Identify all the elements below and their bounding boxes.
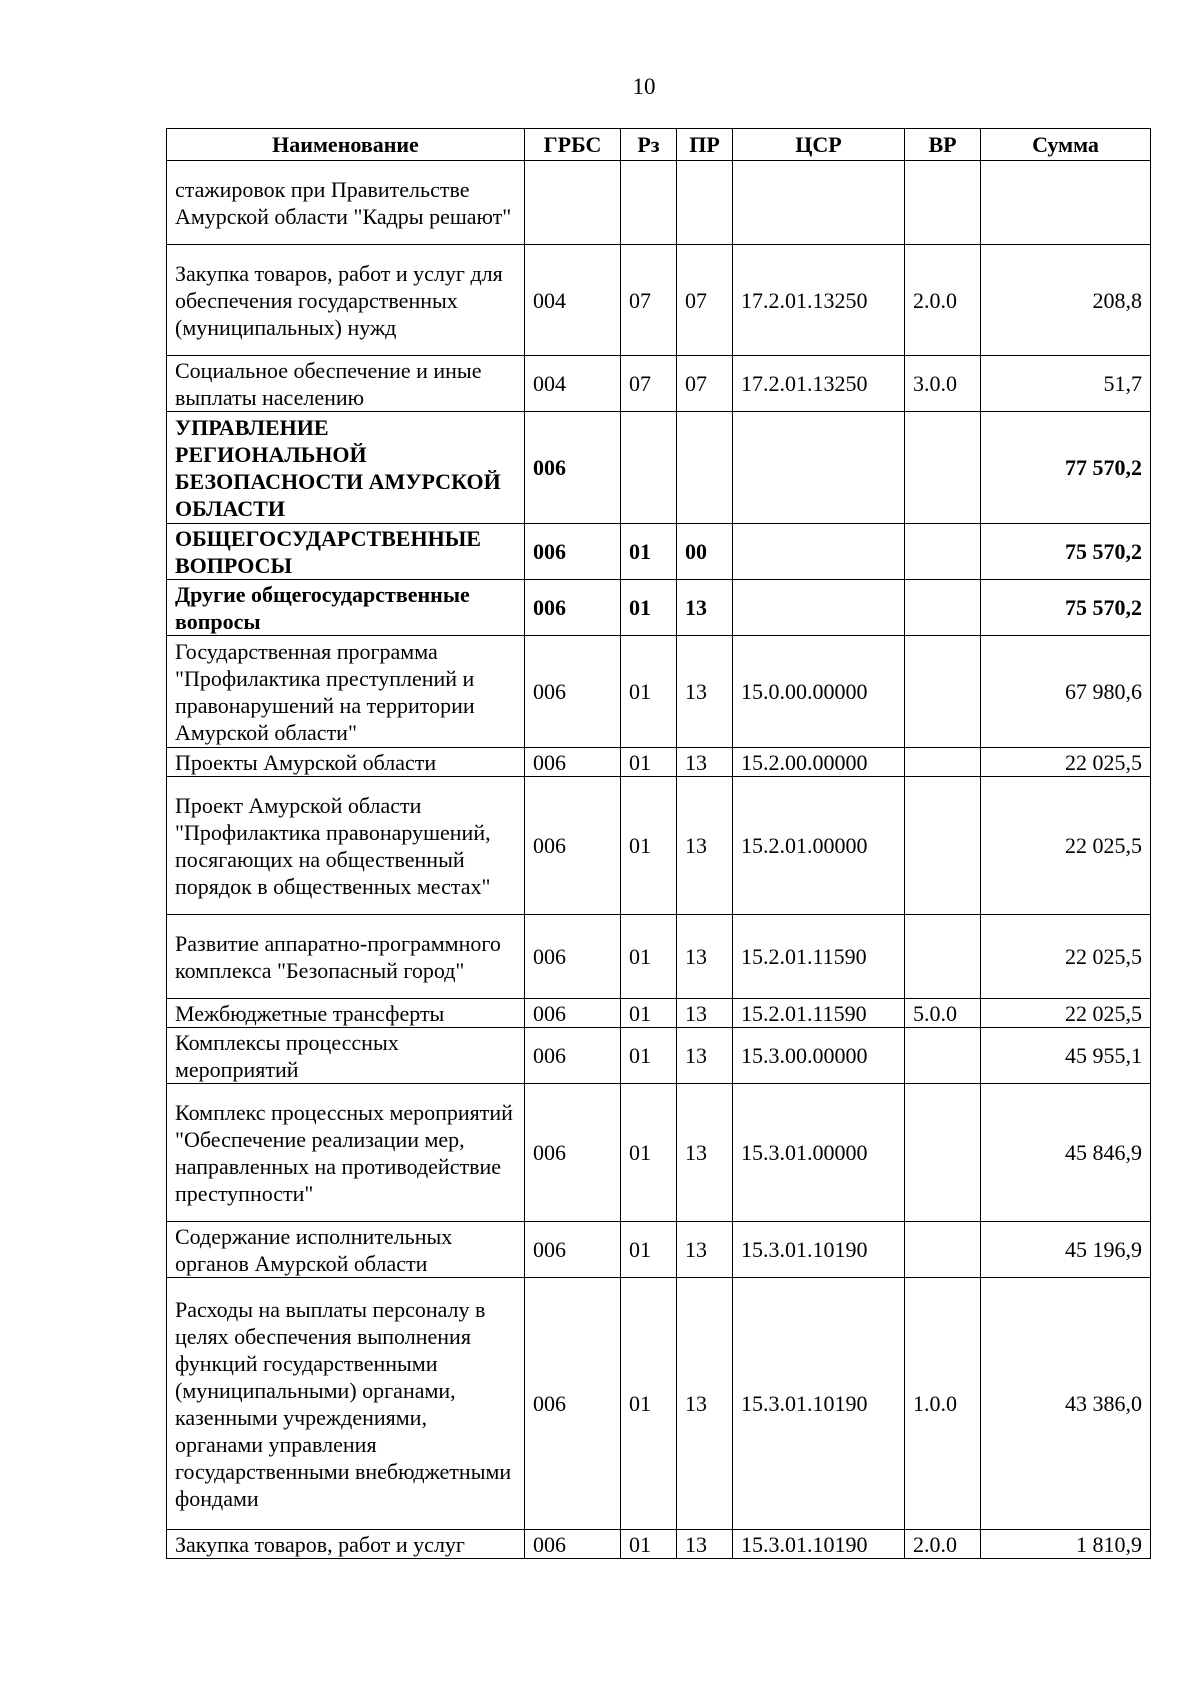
cell-name: Государственная программа "Профилактика преступлений и правонарушений на территории Амурской области" xyxy=(167,636,525,748)
cell-sum: 22 025,5 xyxy=(981,777,1151,915)
table-row xyxy=(167,999,1151,1028)
cell-rz xyxy=(621,161,677,245)
cell-grbs: 006 xyxy=(525,777,621,915)
table-row xyxy=(167,524,1151,580)
cell-name: Содержание исполнительных органов Амурской области xyxy=(167,1222,525,1278)
cell-grbs: 006 xyxy=(525,412,621,524)
table-row xyxy=(167,1028,1151,1084)
cell-csr: 17.2.01.13250 xyxy=(733,245,905,356)
cell-name: Другие общегосударственные вопросы xyxy=(167,580,525,636)
cell-sum: 45 846,9 xyxy=(981,1084,1151,1222)
cell-csr: 15.2.01.11590 xyxy=(733,999,905,1028)
cell-sum: 22 025,5 xyxy=(981,748,1151,777)
cell-vr: 1.0.0 xyxy=(905,1278,981,1530)
table-row xyxy=(167,356,1151,412)
cell-pr: 13 xyxy=(677,1028,733,1084)
table-header-row xyxy=(167,129,1151,161)
table-row xyxy=(167,580,1151,636)
cell-name: Проект Амурской области "Профилактика правонарушений, посягающих на общественный порядок в общественных местах" xyxy=(167,777,525,915)
cell-csr: 15.3.01.00000 xyxy=(733,1084,905,1222)
cell-grbs: 006 xyxy=(525,1278,621,1530)
header-sum: Сумма xyxy=(981,129,1151,161)
cell-rz: 01 xyxy=(621,748,677,777)
cell-rz: 07 xyxy=(621,245,677,356)
cell-pr: 13 xyxy=(677,748,733,777)
cell-pr xyxy=(677,412,733,524)
cell-name: Расходы на выплаты персоналу в целях обеспечения выполнения функций государственными (муниципальными) органами, казенными учреждениями, органами управления государственными внебюджетными фондами xyxy=(167,1278,525,1530)
cell-csr: 15.2.00.00000 xyxy=(733,748,905,777)
cell-vr xyxy=(905,580,981,636)
cell-rz: 01 xyxy=(621,1530,677,1559)
table-row xyxy=(167,412,1151,524)
cell-vr xyxy=(905,636,981,748)
cell-csr xyxy=(733,524,905,580)
cell-rz: 01 xyxy=(621,1278,677,1530)
table-row xyxy=(167,161,1151,245)
cell-grbs: 006 xyxy=(525,636,621,748)
table-row xyxy=(167,748,1151,777)
cell-vr: 5.0.0 xyxy=(905,999,981,1028)
cell-pr: 07 xyxy=(677,356,733,412)
header-csr: ЦСР xyxy=(733,129,905,161)
cell-sum: 45 196,9 xyxy=(981,1222,1151,1278)
cell-pr: 13 xyxy=(677,636,733,748)
cell-sum: 1 810,9 xyxy=(981,1530,1151,1559)
cell-csr: 15.0.00.00000 xyxy=(733,636,905,748)
header-name: Наименование xyxy=(167,129,525,161)
cell-rz: 01 xyxy=(621,1084,677,1222)
header-rz: Рз xyxy=(621,129,677,161)
cell-pr xyxy=(677,161,733,245)
cell-name: ОБЩЕГОСУДАРСТВЕННЫЕ ВОПРОСЫ xyxy=(167,524,525,580)
cell-sum: 67 980,6 xyxy=(981,636,1151,748)
cell-vr xyxy=(905,412,981,524)
cell-pr: 13 xyxy=(677,1222,733,1278)
cell-rz: 01 xyxy=(621,1222,677,1278)
cell-pr: 07 xyxy=(677,245,733,356)
cell-rz: 01 xyxy=(621,636,677,748)
cell-sum: 75 570,2 xyxy=(981,580,1151,636)
cell-sum: 45 955,1 xyxy=(981,1028,1151,1084)
cell-sum: 43 386,0 xyxy=(981,1278,1151,1530)
cell-sum xyxy=(981,161,1151,245)
cell-csr xyxy=(733,161,905,245)
cell-name: стажировок при Правительстве Амурской области "Кадры решают" xyxy=(167,161,525,245)
cell-pr: 13 xyxy=(677,915,733,999)
cell-vr xyxy=(905,161,981,245)
cell-grbs: 006 xyxy=(525,524,621,580)
cell-csr xyxy=(733,412,905,524)
cell-sum: 22 025,5 xyxy=(981,999,1151,1028)
cell-pr: 00 xyxy=(677,524,733,580)
cell-csr: 15.3.01.10190 xyxy=(733,1222,905,1278)
cell-vr xyxy=(905,748,981,777)
cell-name: Проекты Амурской области xyxy=(167,748,525,777)
cell-vr xyxy=(905,1084,981,1222)
cell-vr xyxy=(905,915,981,999)
header-pr: ПР xyxy=(677,129,733,161)
cell-sum: 75 570,2 xyxy=(981,524,1151,580)
cell-name: Социальное обеспечение и иные выплаты населению xyxy=(167,356,525,412)
cell-rz: 01 xyxy=(621,524,677,580)
cell-pr: 13 xyxy=(677,1084,733,1222)
table-row xyxy=(167,1222,1151,1278)
cell-sum: 77 570,2 xyxy=(981,412,1151,524)
table-row xyxy=(167,636,1151,748)
cell-grbs: 006 xyxy=(525,748,621,777)
header-vr: ВР xyxy=(905,129,981,161)
table-row xyxy=(167,1530,1151,1559)
cell-vr xyxy=(905,1222,981,1278)
table-row xyxy=(167,1084,1151,1222)
cell-name: Развитие аппаратно-программного комплекса "Безопасный город" xyxy=(167,915,525,999)
cell-csr: 15.3.01.10190 xyxy=(733,1278,905,1530)
cell-grbs: 004 xyxy=(525,356,621,412)
cell-pr: 13 xyxy=(677,999,733,1028)
cell-csr: 15.3.01.10190 xyxy=(733,1530,905,1559)
cell-grbs: 006 xyxy=(525,1084,621,1222)
header-grbs: ГРБС xyxy=(525,129,621,161)
cell-vr xyxy=(905,1028,981,1084)
cell-name: УПРАВЛЕНИЕ РЕГИОНАЛЬНОЙ БЕЗОПАСНОСТИ АМУРСКОЙ ОБЛАСТИ xyxy=(167,412,525,524)
cell-grbs: 006 xyxy=(525,999,621,1028)
cell-grbs xyxy=(525,161,621,245)
cell-name: Комплекс процессных мероприятий "Обеспечение реализации мер, направленных на противодействие преступности" xyxy=(167,1084,525,1222)
cell-sum: 51,7 xyxy=(981,356,1151,412)
cell-grbs: 006 xyxy=(525,1028,621,1084)
page-number: 10 xyxy=(632,74,656,99)
table-row xyxy=(167,1278,1151,1530)
cell-sum: 22 025,5 xyxy=(981,915,1151,999)
cell-pr: 13 xyxy=(677,1278,733,1530)
cell-name: Комплексы процессных мероприятий xyxy=(167,1028,525,1084)
cell-grbs: 004 xyxy=(525,245,621,356)
budget-table xyxy=(166,128,1151,1559)
table-body xyxy=(167,161,1151,1559)
cell-pr: 13 xyxy=(677,580,733,636)
cell-vr: 2.0.0 xyxy=(905,1530,981,1559)
cell-name: Закупка товаров, работ и услуг xyxy=(167,1530,525,1559)
cell-rz: 07 xyxy=(621,356,677,412)
cell-grbs: 006 xyxy=(525,1530,621,1559)
cell-csr: 17.2.01.13250 xyxy=(733,356,905,412)
table-row xyxy=(167,915,1151,999)
cell-csr: 15.3.00.00000 xyxy=(733,1028,905,1084)
cell-rz: 01 xyxy=(621,915,677,999)
cell-name: Межбюджетные трансферты xyxy=(167,999,525,1028)
cell-grbs: 006 xyxy=(525,915,621,999)
cell-pr: 13 xyxy=(677,777,733,915)
cell-pr: 13 xyxy=(677,1530,733,1559)
cell-rz: 01 xyxy=(621,580,677,636)
cell-rz: 01 xyxy=(621,777,677,915)
cell-csr xyxy=(733,580,905,636)
cell-rz: 01 xyxy=(621,999,677,1028)
cell-vr xyxy=(905,524,981,580)
cell-name: Закупка товаров, работ и услуг для обеспечения государственных (муниципальных) нужд xyxy=(167,245,525,356)
cell-rz: 01 xyxy=(621,1028,677,1084)
cell-csr: 15.2.01.11590 xyxy=(733,915,905,999)
cell-sum: 208,8 xyxy=(981,245,1151,356)
cell-vr: 2.0.0 xyxy=(905,245,981,356)
cell-vr xyxy=(905,777,981,915)
cell-grbs: 006 xyxy=(525,580,621,636)
cell-grbs: 006 xyxy=(525,1222,621,1278)
cell-csr: 15.2.01.00000 xyxy=(733,777,905,915)
cell-rz xyxy=(621,412,677,524)
cell-vr: 3.0.0 xyxy=(905,356,981,412)
table-row xyxy=(167,245,1151,356)
table-row xyxy=(167,777,1151,915)
